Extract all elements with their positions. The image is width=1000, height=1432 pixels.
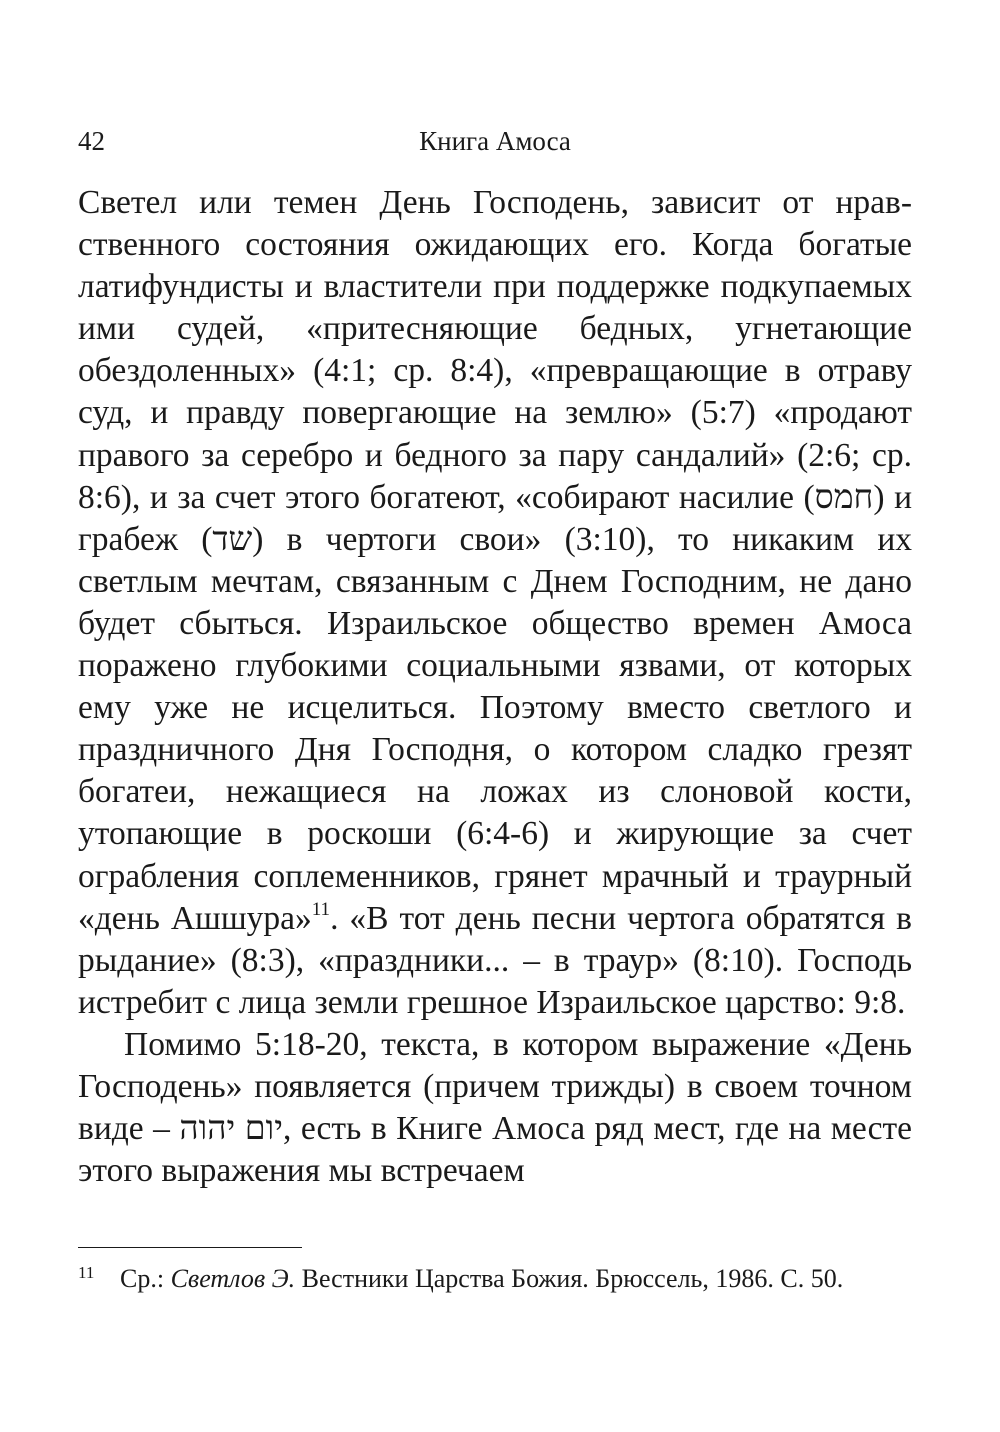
footnote-prefix: Ср.: (120, 1264, 171, 1293)
paragraph-1-part-c: ) в чертоги свои» (3:10), то никаким их светлым мечтам, связанным с Днем Господним, не дано будет сбыться. Израильское общество времен Амоса поражено глубокими социальными язвами, от которых ему уже не исцелиться. Поэтому вместо светлого и праздничного Дня Господня, о котором сладко грезят богатеи, нежащиеся на ложах из слоновой кости, утопающие в роскоши (6:4-6) и жирующие за счет ограбления соплеменников, грянет мрачный и траурный «день Ашшура» (78, 520, 912, 937)
footnote-reference: 11 (311, 898, 331, 920)
hebrew-word-shod: שד (212, 520, 253, 558)
footnote-author: Светлов Э. (170, 1264, 296, 1293)
page-header (78, 118, 912, 162)
paragraph-1 (78, 182, 912, 1024)
page-number: 42 (78, 126, 105, 156)
paragraph-2-part-a: Помимо 5:18-20, текста, в котором выражение «День Господень» появляется (причем трижды) в своем точном виде – (78, 1025, 912, 1148)
paragraph-1-part-b: ) и грабеж ( (78, 478, 912, 558)
main-text (78, 182, 912, 1192)
running-title: Книга Амоса (419, 126, 571, 156)
paragraph-1-part-a: Светел или темен День Господень, зависит от нравственного состояния ожидающих его. Когда богатые латифундисты и властители при поддержке подкупаемых ими судей, «притесняющие бедных, угнетающие обездоленных» (4:1; ср. 8:4), «превращающие в отраву суд, и правду повергающие на землю» (5:7) «продают правого за серебро и бедного за пару сандалий» (2:6; ср. 8:6), и за счет этого богатеют, «собирают насилие ( (78, 184, 912, 516)
hebrew-phrase-yom-yhwh: יום יהוה (179, 1110, 283, 1148)
footnote: 11 Ср.: Светлов Э. Вестники Царства Божия. Брюссель, 1986. С. 50. (78, 1262, 844, 1293)
footnote-divider (78, 1247, 302, 1248)
paragraph-2 (78, 1024, 912, 1192)
hebrew-word-hamas: חמס (814, 478, 874, 516)
paragraph-1-part-d: . «В тот день песни чертога обратятся в рыдание» (8:3), «праздники... – в траур» (8:10). Господь истребит с лица земли грешное Израильское царство: 9:8. (78, 899, 912, 1021)
paragraph-2-part-b: , есть в Книге Амоса ряд мест, где на месте этого выражения мы встречаем (78, 1110, 912, 1190)
footnote-citation: Вестники Царства Божия. Брюссель, 1986. С. 50. (295, 1264, 844, 1293)
